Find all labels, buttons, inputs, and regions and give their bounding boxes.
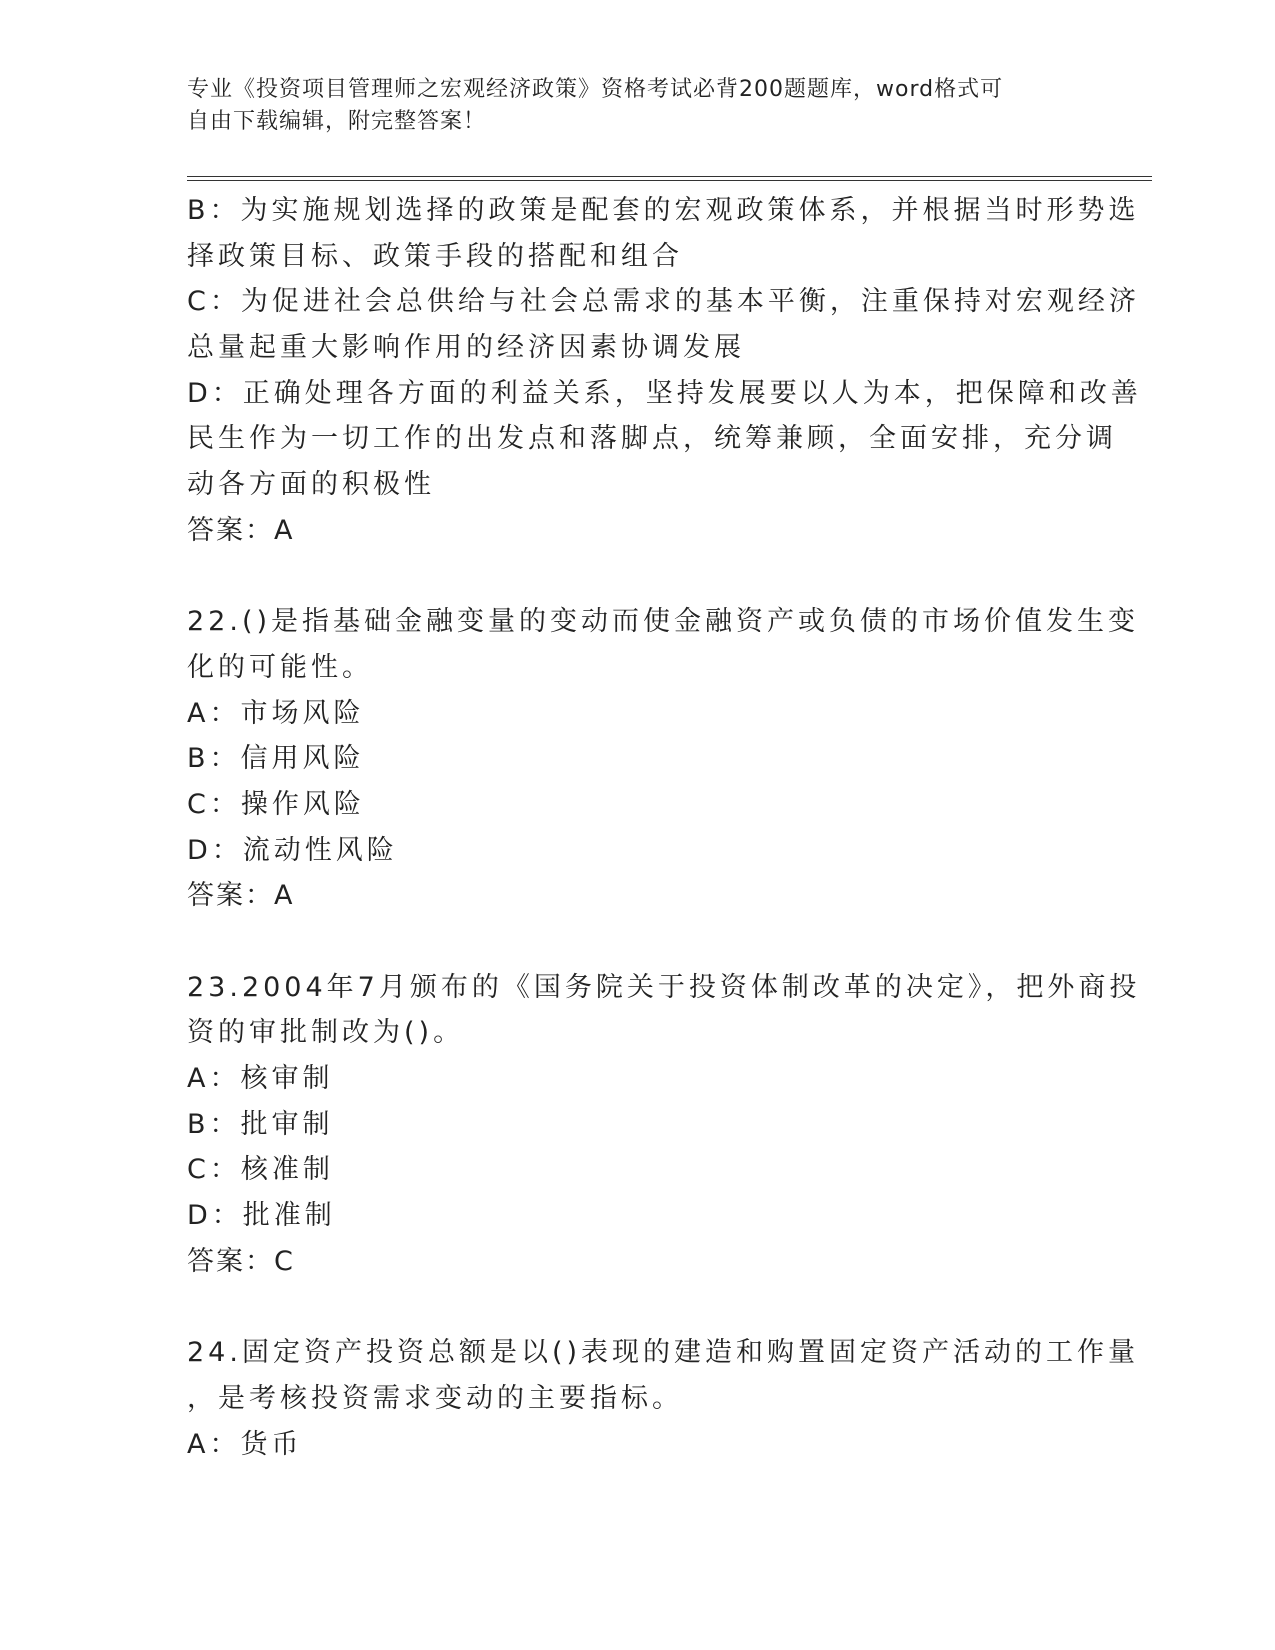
spacer (187, 554, 1087, 600)
option-d: D：流动性风险 (187, 834, 398, 866)
question-22 (187, 599, 1140, 919)
option-c: C：核准制 (187, 1154, 334, 1186)
option-d-line-1: D：正确处理各方面的利益关系，坚持发展要以人为本，把保障和改善 (187, 377, 1142, 409)
option-b-line-2: 择政策目标、政策手段的搭配和组合 (187, 240, 683, 272)
option-d-line-2: 民生作为一切工作的出发点和落脚点，统筹兼顾，全面安排，充分调 (187, 423, 1117, 455)
answer: 答案：C (187, 1245, 295, 1277)
option-c-line-2: 总量起重大影响作用的经济因素协调发展 (187, 332, 745, 364)
answer: 答案：A (187, 514, 295, 546)
question-list (187, 188, 1142, 1467)
question-stem-line-2: 资的审批制改为()。 (187, 1017, 465, 1049)
question-stem-line-1: 24.固定资产投资总额是以()表现的建造和购置固定资产活动的工作量 (187, 1337, 1140, 1369)
option-c: C：操作风险 (187, 788, 365, 820)
header-divider (187, 176, 1152, 181)
question-24 (187, 1330, 1140, 1467)
option-a: A：市场风险 (187, 697, 365, 729)
option-b-line-1: B：为实施规划选择的政策是配套的宏观政策体系，并根据当时形势选 (187, 195, 1140, 226)
question-stem-line-1: 23.2004年7月颁布的《国务院关于投资体制改革的决定》，把外商投 (187, 971, 1141, 1003)
answer: 答案：A (187, 880, 295, 912)
question-stem-line-2: 化的可能性。 (187, 651, 373, 683)
option-c-line-1: C：为促进社会总供给与社会总需求的基本平衡，注重保持对宏观经济 (187, 286, 1140, 318)
option-b: B：批审制 (187, 1108, 334, 1140)
document-header (187, 74, 1067, 138)
option-a: A：货币 (187, 1428, 303, 1460)
spacer (187, 1285, 1087, 1331)
option-a: A：核审制 (187, 1063, 334, 1095)
option-b: B：信用风险 (187, 743, 365, 775)
question-23 (187, 965, 1141, 1285)
option-d-line-3: 动各方面的积极性 (187, 469, 435, 501)
header-line-1: 专业《投资项目管理师之宏观经济政策》资格考试必背200题题库，word格式可 (187, 77, 1004, 102)
option-d: D：批准制 (187, 1200, 336, 1232)
question-stem-line-2: ，是考核投资需求变动的主要指标。 (187, 1382, 683, 1414)
header-line-2: 自由下载编辑，附完整答案！ (187, 109, 487, 134)
spacer (187, 919, 1087, 965)
question-stem-line-1: 22.()是指基础金融变量的变动而使金融资产或负债的市场价值发生变 (187, 606, 1140, 638)
question-21-tail (187, 188, 1142, 554)
